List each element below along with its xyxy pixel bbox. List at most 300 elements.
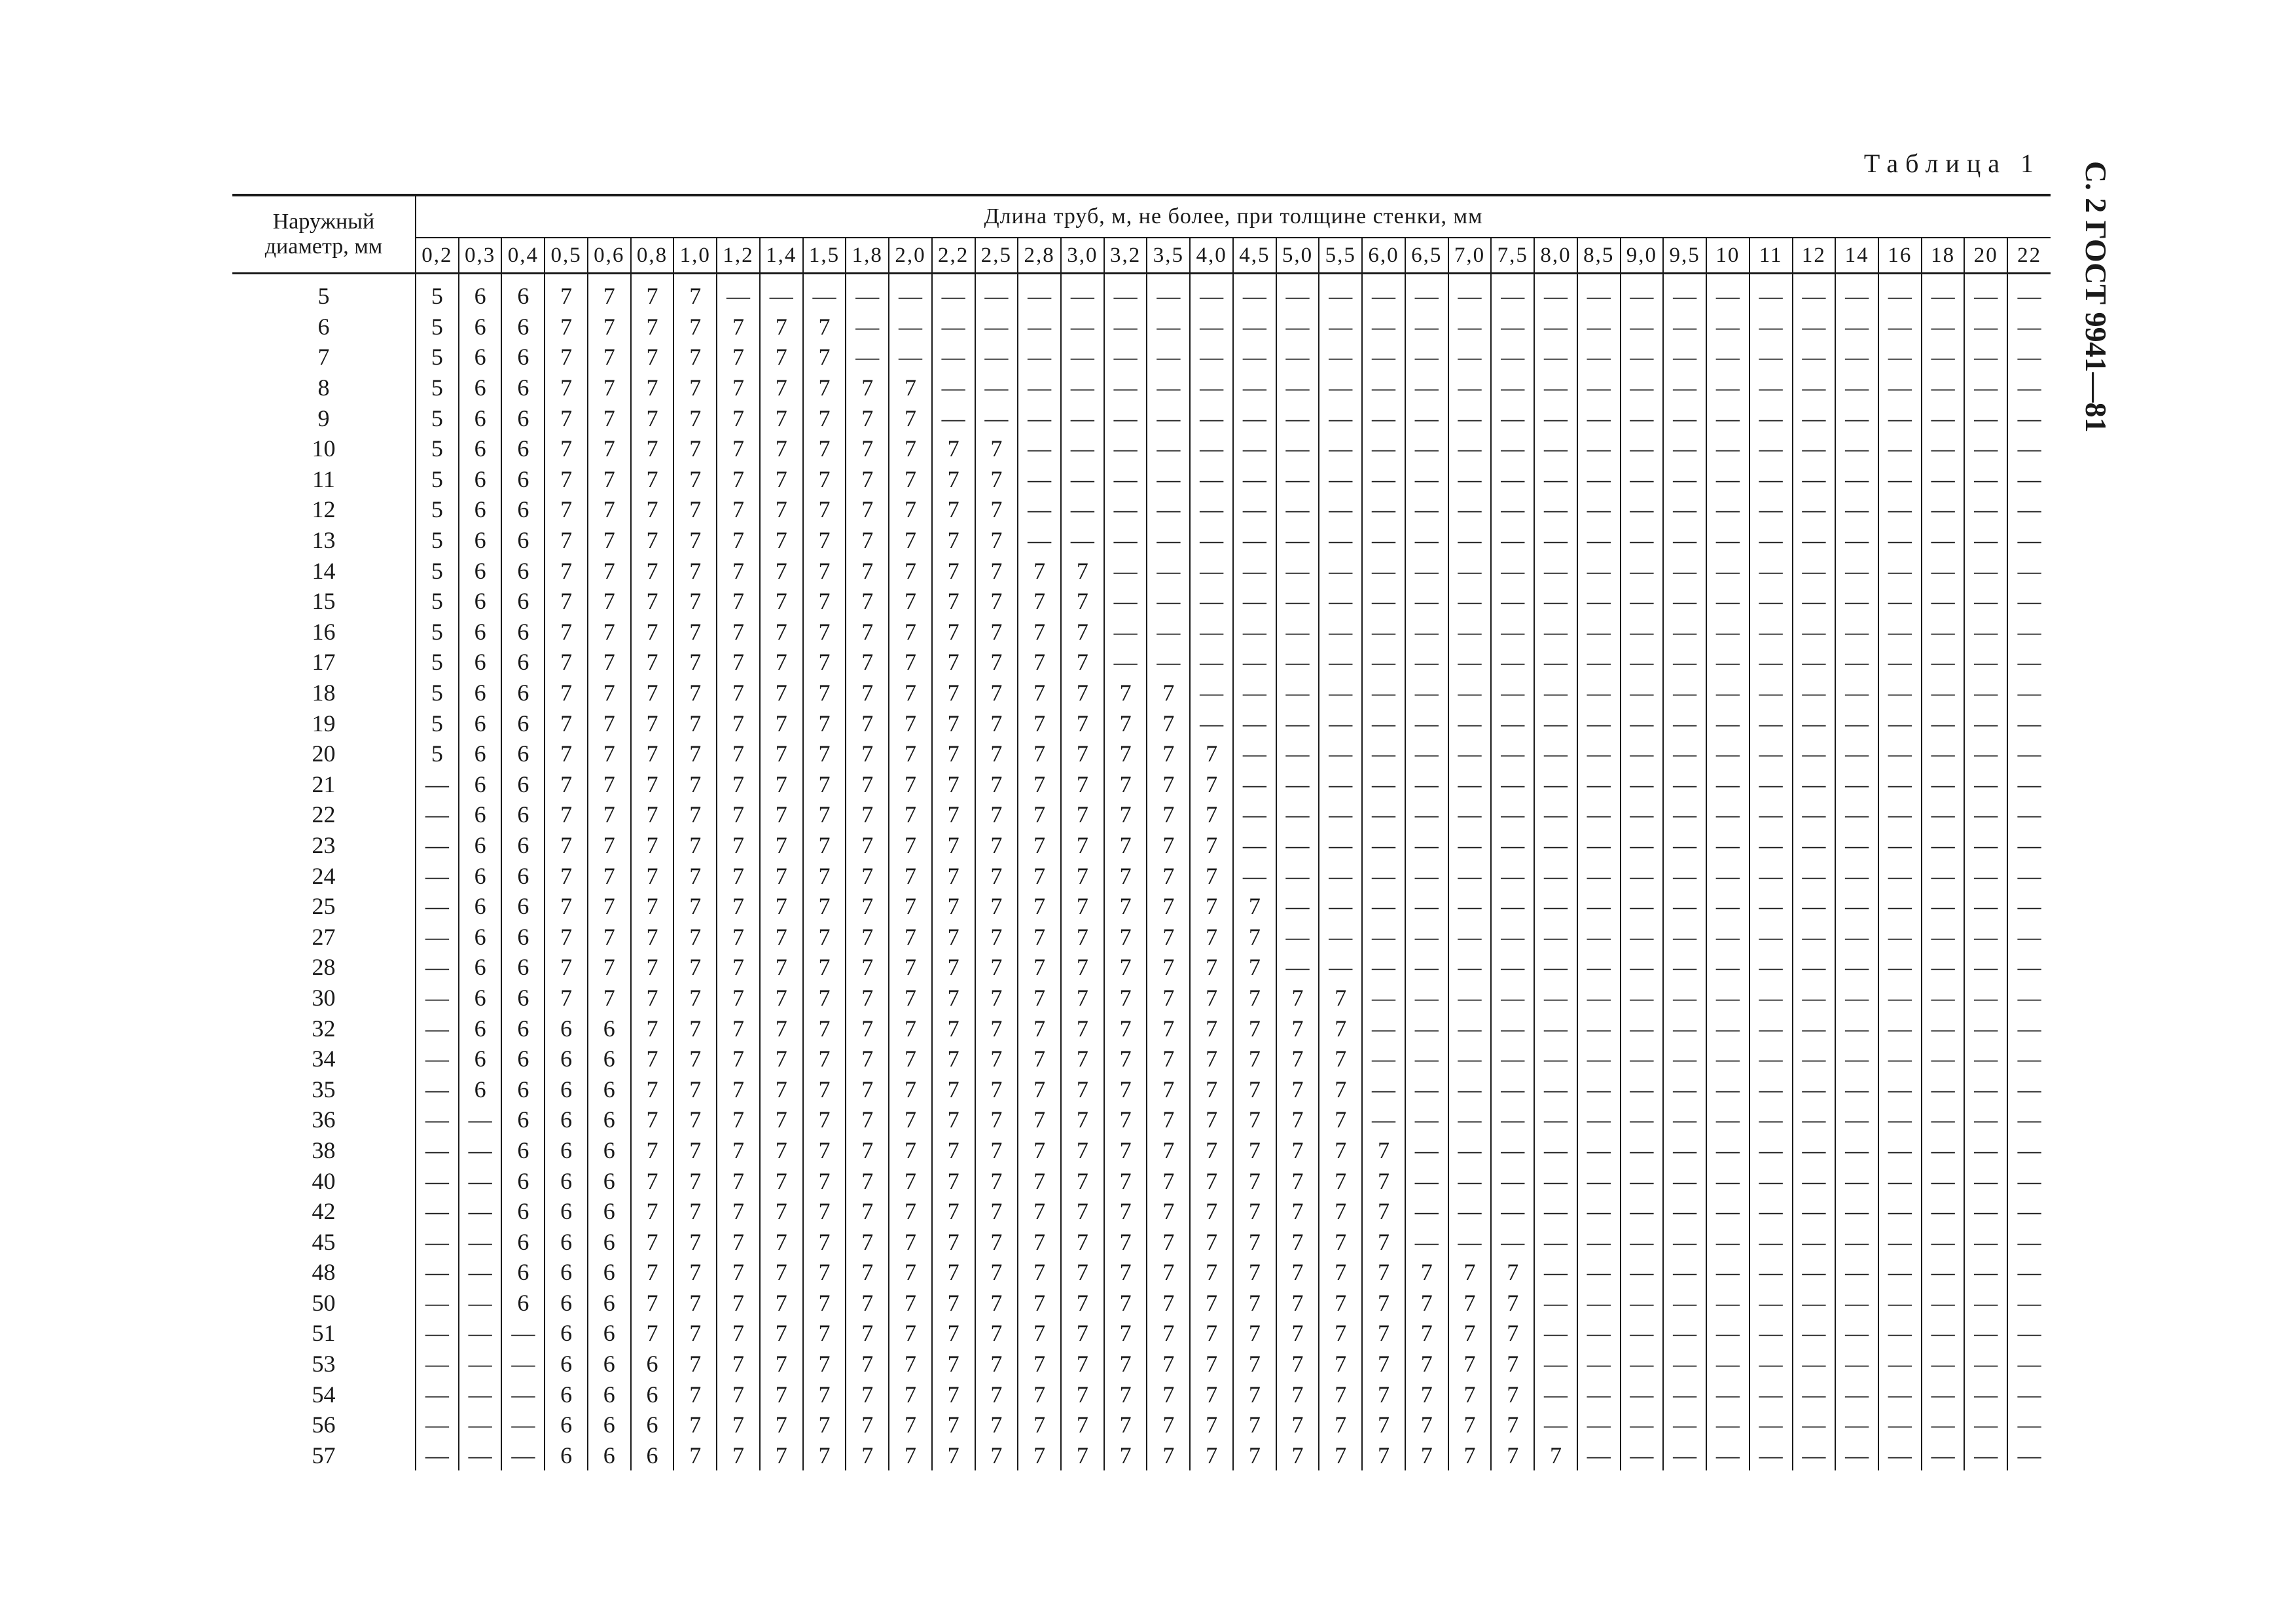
max-length-cell: 7 bbox=[673, 769, 717, 800]
max-length-cell: 7 bbox=[803, 983, 846, 1013]
max-length-cell: — bbox=[1233, 555, 1276, 586]
max-length-cell: 7 bbox=[1018, 1349, 1061, 1379]
max-length-cell: 6 bbox=[501, 1135, 545, 1166]
max-length-cell: — bbox=[1922, 1410, 1965, 1440]
max-length-cell: — bbox=[1964, 983, 2007, 1013]
max-length-cell: — bbox=[1319, 678, 1362, 708]
max-length-cell: 7 bbox=[932, 1379, 975, 1410]
max-length-cell: 7 bbox=[803, 1379, 846, 1410]
max-length-cell: 7 bbox=[803, 1440, 846, 1471]
max-length-cell: 7 bbox=[1491, 1288, 1534, 1319]
max-length-cell: — bbox=[1706, 617, 1749, 647]
max-length-cell: 7 bbox=[932, 860, 975, 891]
max-length-cell: — bbox=[1964, 921, 2007, 952]
table-row bbox=[232, 373, 2051, 403]
max-length-cell: — bbox=[1534, 1318, 1577, 1349]
max-length-cell: — bbox=[1534, 403, 1577, 433]
max-length-cell: 7 bbox=[1104, 1104, 1147, 1135]
max-length-cell: 7 bbox=[1448, 1440, 1492, 1471]
max-length-cell: 7 bbox=[803, 891, 846, 922]
max-length-cell: — bbox=[2017, 283, 2041, 310]
max-length-cell: 7 bbox=[1104, 1196, 1147, 1227]
max-length-cell: — bbox=[1147, 586, 1190, 617]
max-length-cell: 7 bbox=[673, 464, 717, 495]
max-length-cell: 7 bbox=[975, 1044, 1018, 1074]
max-length-cell: — bbox=[1749, 799, 1793, 830]
max-length-cell: — bbox=[1448, 433, 1492, 464]
max-length-cell: — bbox=[1878, 647, 1922, 678]
max-length-cell: — bbox=[1663, 739, 1706, 769]
max-length-cell: — bbox=[1319, 373, 1362, 403]
max-length-cell: 7 bbox=[975, 983, 1018, 1013]
max-length-cell: — bbox=[1835, 1349, 1878, 1379]
max-length-cell: 6 bbox=[459, 617, 502, 647]
max-length-cell: 7 bbox=[1276, 983, 1319, 1013]
max-length-cell: 7 bbox=[760, 1165, 803, 1196]
max-length-cell: — bbox=[1190, 525, 1233, 556]
max-length-cell: — bbox=[1405, 586, 1448, 617]
outer-diameter-cell: 32 bbox=[232, 1013, 416, 1044]
max-length-cell: — bbox=[1878, 1165, 1922, 1196]
max-length-cell: — bbox=[1749, 952, 1793, 983]
max-length-cell: — bbox=[1706, 586, 1749, 617]
max-length-cell: — bbox=[1276, 403, 1319, 433]
max-length-cell: — bbox=[1964, 1044, 2007, 1074]
max-length-cell: 7 bbox=[1061, 860, 1104, 891]
max-length-cell: 7 bbox=[1061, 952, 1104, 983]
max-length-cell: 7 bbox=[975, 1410, 1018, 1440]
wall-thickness-header: 12 bbox=[1793, 238, 1836, 274]
max-length-cell: 7 bbox=[1362, 1379, 1405, 1410]
max-length-cell: 6 bbox=[588, 1318, 631, 1349]
max-length-cell: — bbox=[1491, 921, 1534, 952]
max-length-cell: — bbox=[1448, 678, 1492, 708]
max-length-cell: — bbox=[1577, 952, 1621, 983]
max-length-cell: — bbox=[1749, 373, 1793, 403]
max-length-cell: 7 bbox=[631, 708, 674, 739]
max-length-cell: 7 bbox=[1061, 1257, 1104, 1288]
max-length-cell: — bbox=[1577, 433, 1621, 464]
max-length-cell: — bbox=[416, 860, 459, 891]
max-length-cell: 7 bbox=[588, 433, 631, 464]
max-length-cell: 7 bbox=[1448, 1349, 1492, 1379]
max-length-cell: 7 bbox=[1018, 921, 1061, 952]
max-length-cell: — bbox=[1878, 860, 1922, 891]
max-length-cell: — bbox=[1621, 1044, 1664, 1074]
max-length-cell: 7 bbox=[673, 1257, 717, 1288]
max-length-cell: — bbox=[1577, 891, 1621, 922]
max-length-cell: 6 bbox=[588, 1379, 631, 1410]
max-length-cell: — bbox=[1835, 983, 1878, 1013]
max-length-cell: — bbox=[1706, 1196, 1749, 1227]
table-row bbox=[232, 708, 2051, 739]
max-length-cell: — bbox=[1362, 983, 1405, 1013]
max-length-cell: 7 bbox=[1233, 1226, 1276, 1257]
max-length-cell: — bbox=[1621, 983, 1664, 1013]
max-length-cell: — bbox=[1922, 1379, 1965, 1410]
max-length-cell: 7 bbox=[1147, 1440, 1190, 1471]
max-length-cell: 7 bbox=[932, 1349, 975, 1379]
max-length-cell: — bbox=[1793, 647, 1836, 678]
max-length-cell: — bbox=[1749, 1410, 1793, 1440]
max-length-cell: — bbox=[1276, 860, 1319, 891]
max-length-cell: — bbox=[2017, 1106, 2041, 1133]
max-length-cell: 7 bbox=[1061, 647, 1104, 678]
max-length-cell: — bbox=[1922, 952, 1965, 983]
max-length-cell: — bbox=[1233, 708, 1276, 739]
max-length-cell: 7 bbox=[1147, 1135, 1190, 1166]
max-length-cell: 7 bbox=[545, 708, 588, 739]
max-length-cell: 7 bbox=[1233, 1196, 1276, 1227]
max-length-cell: — bbox=[1749, 678, 1793, 708]
max-length-cell: — bbox=[1491, 1165, 1534, 1196]
max-length-cell: — bbox=[1448, 1135, 1492, 1166]
max-length-cell: — bbox=[1061, 403, 1104, 433]
max-length-cell: — bbox=[1922, 274, 1965, 312]
max-length-cell: 7 bbox=[803, 433, 846, 464]
max-length-cell: 7 bbox=[1018, 1410, 1061, 1440]
max-length-cell: — bbox=[1147, 433, 1190, 464]
max-length-cell: 7 bbox=[1061, 555, 1104, 586]
max-length-cell: — bbox=[1233, 433, 1276, 464]
max-length-cell: 7 bbox=[803, 312, 846, 342]
max-length-cell: — bbox=[1405, 1104, 1448, 1135]
max-length-cell: — bbox=[1878, 312, 1922, 342]
max-length-cell: — bbox=[1878, 739, 1922, 769]
max-length-cell: — bbox=[459, 1257, 502, 1288]
max-length-cell: — bbox=[1706, 1226, 1749, 1257]
max-length-cell: — bbox=[1793, 494, 1836, 525]
max-length-cell: — bbox=[1621, 1349, 1664, 1379]
max-length-cell: — bbox=[2017, 1015, 2041, 1042]
max-length-cell: — bbox=[1835, 1044, 1878, 1074]
max-length-cell: 7 bbox=[889, 1013, 932, 1044]
wall-thickness-header: 14 bbox=[1835, 238, 1878, 274]
max-length-cell: — bbox=[1448, 1226, 1492, 1257]
max-length-cell: — bbox=[1706, 1257, 1749, 1288]
max-length-cell: 7 bbox=[1276, 1440, 1319, 1471]
max-length-cell: 7 bbox=[846, 1044, 889, 1074]
max-length-cell: — bbox=[1749, 1288, 1793, 1319]
max-length-cell: — bbox=[2017, 435, 2041, 462]
max-length-cell: 7 bbox=[1104, 952, 1147, 983]
max-length-cell: 7 bbox=[631, 494, 674, 525]
max-length-cell: 7 bbox=[760, 373, 803, 403]
max-length-cell: — bbox=[1448, 1074, 1492, 1104]
max-length-cell: — bbox=[1491, 274, 1534, 312]
max-length-cell: 6 bbox=[545, 1074, 588, 1104]
max-length-cell: — bbox=[1878, 342, 1922, 373]
max-length-cell: 7 bbox=[760, 403, 803, 433]
max-length-cell: 7 bbox=[932, 678, 975, 708]
max-length-cell: — bbox=[1835, 464, 1878, 495]
max-length-cell: — bbox=[1922, 1257, 1965, 1288]
max-length-cell: 7 bbox=[1104, 678, 1147, 708]
max-length-cell: — bbox=[501, 1440, 545, 1471]
max-length-cell: — bbox=[1964, 586, 2007, 617]
max-length-cell: — bbox=[1878, 799, 1922, 830]
max-length-cell: 7 bbox=[889, 586, 932, 617]
max-length-cell: 6 bbox=[501, 433, 545, 464]
max-length-cell: — bbox=[1405, 799, 1448, 830]
max-length-cell: — bbox=[1621, 373, 1664, 403]
max-length-cell: — bbox=[1706, 525, 1749, 556]
wall-thickness-header: 9,0 bbox=[1621, 238, 1664, 274]
max-length-cell: — bbox=[2017, 923, 2041, 950]
max-length-cell: — bbox=[1706, 860, 1749, 891]
max-length-cell: — bbox=[1878, 494, 1922, 525]
max-length-cell: 7 bbox=[803, 678, 846, 708]
table-row bbox=[232, 1257, 2051, 1288]
max-length-cell: — bbox=[1147, 274, 1190, 312]
max-length-cell: 7 bbox=[588, 983, 631, 1013]
max-length-cell: 7 bbox=[717, 525, 760, 556]
max-length-cell: — bbox=[1621, 342, 1664, 373]
max-length-cell: — bbox=[1362, 799, 1405, 830]
max-length-cell: — bbox=[1319, 708, 1362, 739]
max-length-cell: — bbox=[1233, 274, 1276, 312]
max-length-cell: — bbox=[1706, 799, 1749, 830]
max-length-cell: — bbox=[1362, 1044, 1405, 1074]
max-length-cell: 7 bbox=[673, 586, 717, 617]
wall-thickness-header: 0,6 bbox=[588, 238, 631, 274]
max-length-cell: 7 bbox=[717, 983, 760, 1013]
max-length-cell: 7 bbox=[889, 617, 932, 647]
max-length-cell: 7 bbox=[673, 891, 717, 922]
max-length-cell: 7 bbox=[1018, 1226, 1061, 1257]
table-row bbox=[232, 494, 2051, 525]
max-length-cell: 7 bbox=[846, 1104, 889, 1135]
max-length-cell: — bbox=[1663, 617, 1706, 647]
max-length-cell: 5 bbox=[416, 708, 459, 739]
max-length-cell: — bbox=[1362, 708, 1405, 739]
max-length-cell: — bbox=[1663, 1440, 1706, 1471]
max-length-cell: — bbox=[1964, 1288, 2007, 1319]
table-row bbox=[232, 769, 2051, 800]
max-length-cell: — bbox=[1835, 373, 1878, 403]
max-length-cell: — bbox=[1362, 555, 1405, 586]
max-length-cell: 7 bbox=[545, 921, 588, 952]
max-length-cell: — bbox=[1362, 1104, 1405, 1135]
max-length-cell: — bbox=[1706, 1044, 1749, 1074]
max-length-cell: 7 bbox=[803, 1410, 846, 1440]
max-length-cell: — bbox=[1964, 830, 2007, 861]
max-length-cell: — bbox=[459, 1440, 502, 1471]
max-length-cell: — bbox=[1835, 1196, 1878, 1227]
max-length-cell: 7 bbox=[1319, 1226, 1362, 1257]
max-length-cell: — bbox=[1835, 1226, 1878, 1257]
max-length-cell: 7 bbox=[889, 464, 932, 495]
max-length-cell: 7 bbox=[1276, 1165, 1319, 1196]
max-length-cell: — bbox=[1621, 1013, 1664, 1044]
max-length-cell: 7 bbox=[673, 1196, 717, 1227]
max-length-cell: — bbox=[1534, 860, 1577, 891]
max-length-cell: 7 bbox=[588, 952, 631, 983]
max-length-cell: — bbox=[1362, 1074, 1405, 1104]
max-length-cell: 7 bbox=[717, 1044, 760, 1074]
max-length-cell: — bbox=[1448, 617, 1492, 647]
max-length-cell: 7 bbox=[545, 342, 588, 373]
max-length-cell: 6 bbox=[501, 952, 545, 983]
max-length-cell: 7 bbox=[631, 952, 674, 983]
max-length-cell: 7 bbox=[1061, 617, 1104, 647]
max-length-cell: 7 bbox=[545, 312, 588, 342]
max-length-cell: 7 bbox=[1276, 1410, 1319, 1440]
max-length-cell: 6 bbox=[459, 769, 502, 800]
max-length-cell: — bbox=[2017, 710, 2041, 737]
max-length-cell: — bbox=[1793, 1379, 1836, 1410]
max-length-cell: 7 bbox=[975, 952, 1018, 983]
max-length-cell: 6 bbox=[459, 525, 502, 556]
max-length-cell: — bbox=[1749, 983, 1793, 1013]
max-length-cell: 7 bbox=[1233, 1257, 1276, 1288]
max-length-cell: — bbox=[1491, 1104, 1534, 1135]
outer-diameter-cell: 45 bbox=[232, 1226, 416, 1257]
max-length-cell: 5 bbox=[416, 617, 459, 647]
max-length-cell: 7 bbox=[1362, 1318, 1405, 1349]
max-length-cell: — bbox=[1147, 342, 1190, 373]
max-length-cell: 7 bbox=[588, 464, 631, 495]
max-length-cell: — bbox=[932, 274, 975, 312]
max-length-cell: 7 bbox=[1448, 1257, 1492, 1288]
max-length-cell: — bbox=[1405, 433, 1448, 464]
max-length-cell: — bbox=[1922, 586, 1965, 617]
max-length-cell: 6 bbox=[588, 1440, 631, 1471]
max-length-cell: — bbox=[1663, 1013, 1706, 1044]
max-length-cell: — bbox=[501, 1379, 545, 1410]
max-length-cell: — bbox=[1448, 1196, 1492, 1227]
max-length-cell: 7 bbox=[1147, 983, 1190, 1013]
max-length-cell: — bbox=[1534, 1379, 1577, 1410]
max-length-cell: 7 bbox=[1362, 1288, 1405, 1319]
max-length-cell: — bbox=[1319, 312, 1362, 342]
max-length-cell: 7 bbox=[673, 1288, 717, 1319]
max-length-cell: — bbox=[1534, 921, 1577, 952]
max-length-cell: — bbox=[1706, 952, 1749, 983]
max-length-cell: — bbox=[1878, 1349, 1922, 1379]
max-length-cell: 7 bbox=[1405, 1288, 1448, 1319]
max-length-cell: 7 bbox=[1147, 769, 1190, 800]
max-length-cell: — bbox=[1319, 799, 1362, 830]
max-length-cell: — bbox=[1663, 1410, 1706, 1440]
max-length-cell: — bbox=[1964, 1196, 2007, 1227]
max-length-cell: — bbox=[1793, 1257, 1836, 1288]
max-length-cell: 7 bbox=[889, 1257, 932, 1288]
max-length-cell: 7 bbox=[889, 494, 932, 525]
max-length-cell: — bbox=[1749, 464, 1793, 495]
max-length-cell: — bbox=[1793, 891, 1836, 922]
max-length-cell: — bbox=[932, 342, 975, 373]
max-length-cell: — bbox=[1749, 494, 1793, 525]
table-row bbox=[232, 1288, 2051, 1319]
max-length-cell: — bbox=[501, 1318, 545, 1349]
max-length-cell: — bbox=[1190, 647, 1233, 678]
max-length-cell: — bbox=[1362, 494, 1405, 525]
max-length-cell: 7 bbox=[1276, 1349, 1319, 1379]
max-length-cell: — bbox=[1964, 433, 2007, 464]
max-length-cell: 7 bbox=[975, 1165, 1018, 1196]
max-length-cell: 7 bbox=[631, 799, 674, 830]
max-length-cell: — bbox=[1190, 403, 1233, 433]
max-length-cell: 7 bbox=[1448, 1410, 1492, 1440]
max-length-cell: 7 bbox=[889, 647, 932, 678]
max-length-cell: 7 bbox=[717, 1135, 760, 1166]
outer-diameter-cell: 17 bbox=[232, 647, 416, 678]
max-length-cell: 7 bbox=[717, 830, 760, 861]
outer-diameter-cell: 9 bbox=[232, 403, 416, 433]
max-length-cell: 7 bbox=[975, 433, 1018, 464]
max-length-cell: 6 bbox=[459, 342, 502, 373]
max-length-cell: 7 bbox=[1018, 586, 1061, 617]
max-length-cell: 7 bbox=[846, 799, 889, 830]
max-length-cell: — bbox=[1491, 1135, 1534, 1166]
max-length-cell: 6 bbox=[459, 1013, 502, 1044]
max-length-cell: — bbox=[1793, 312, 1836, 342]
max-length-cell: 6 bbox=[588, 1196, 631, 1227]
max-length-cell: 7 bbox=[717, 494, 760, 525]
max-length-cell: 7 bbox=[1233, 983, 1276, 1013]
max-length-cell: — bbox=[1534, 555, 1577, 586]
max-length-cell: 7 bbox=[631, 1288, 674, 1319]
table-row bbox=[232, 617, 2051, 647]
max-length-cell: — bbox=[1964, 1135, 2007, 1166]
max-length-cell: — bbox=[1147, 647, 1190, 678]
wall-thickness-header: 4,5 bbox=[1233, 238, 1276, 274]
max-length-cell: — bbox=[1922, 494, 1965, 525]
max-length-cell: — bbox=[1793, 274, 1836, 312]
max-length-cell: — bbox=[2017, 1167, 2041, 1194]
max-length-cell: 7 bbox=[846, 860, 889, 891]
table-row bbox=[232, 403, 2051, 433]
max-length-cell: — bbox=[1362, 403, 1405, 433]
max-length-cell: — bbox=[2017, 862, 2041, 889]
max-length-cell: — bbox=[1621, 860, 1664, 891]
max-length-cell: — bbox=[1793, 1226, 1836, 1257]
outer-diameter-cell: 57 bbox=[232, 1440, 416, 1471]
max-length-cell: — bbox=[1621, 952, 1664, 983]
max-length-cell: 7 bbox=[975, 1226, 1018, 1257]
max-length-cell: 7 bbox=[1147, 830, 1190, 861]
max-length-cell: — bbox=[1577, 708, 1621, 739]
max-length-cell: — bbox=[1621, 647, 1664, 678]
outer-diameter-cell: 8 bbox=[232, 373, 416, 403]
max-length-cell: 7 bbox=[760, 586, 803, 617]
max-length-cell: — bbox=[1276, 555, 1319, 586]
max-length-cell: — bbox=[1663, 403, 1706, 433]
max-length-cell: 6 bbox=[545, 1104, 588, 1135]
max-length-cell: — bbox=[1276, 708, 1319, 739]
max-length-cell: — bbox=[1319, 952, 1362, 983]
max-length-cell: — bbox=[1793, 1318, 1836, 1349]
max-length-cell: 7 bbox=[717, 647, 760, 678]
max-length-cell: 7 bbox=[1319, 983, 1362, 1013]
max-length-cell: — bbox=[1793, 1135, 1836, 1166]
max-length-cell: — bbox=[1534, 1226, 1577, 1257]
max-length-cell: — bbox=[1749, 891, 1793, 922]
max-length-cell: — bbox=[459, 1226, 502, 1257]
max-length-cell: — bbox=[1405, 494, 1448, 525]
max-length-cell: 7 bbox=[1018, 1044, 1061, 1074]
max-length-cell: — bbox=[1104, 555, 1147, 586]
max-length-cell: — bbox=[1448, 274, 1492, 312]
wall-thickness-header: 2,8 bbox=[1018, 238, 1061, 274]
max-length-cell: — bbox=[1878, 1104, 1922, 1135]
max-length-cell: — bbox=[1835, 1135, 1878, 1166]
max-length-cell: — bbox=[1749, 1135, 1793, 1166]
max-length-cell: 5 bbox=[416, 403, 459, 433]
max-length-cell: — bbox=[1147, 373, 1190, 403]
max-length-cell: — bbox=[1964, 373, 2007, 403]
